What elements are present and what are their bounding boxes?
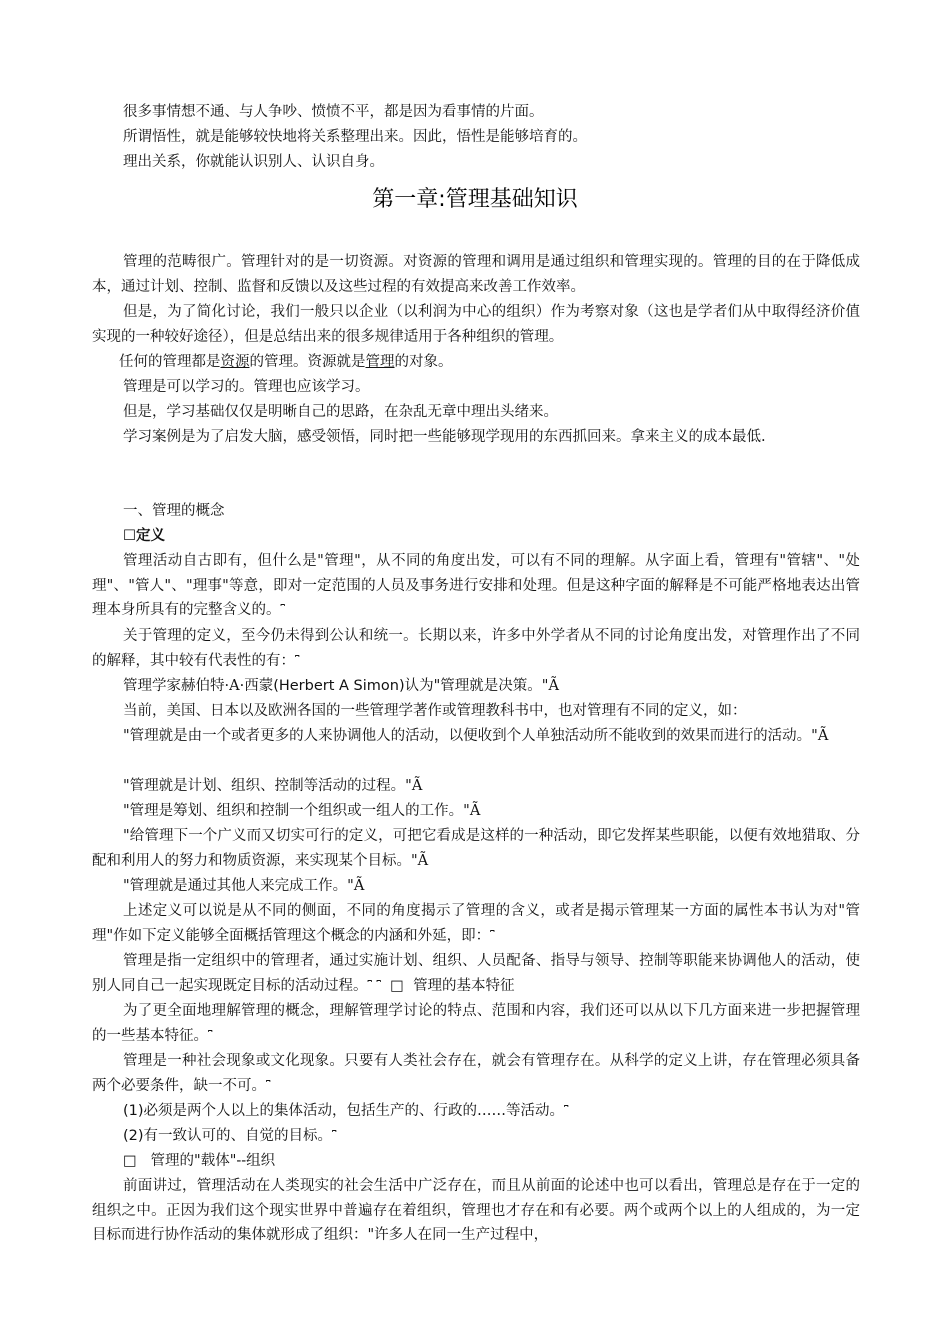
chapter-title: 第一章:管理基础知识 (372, 187, 578, 212)
paragraph-resources (92, 350, 860, 375)
paragraph-mark-icon: ⎴ (208, 1029, 213, 1043)
paragraph-mark-icon: ⎴ (280, 604, 285, 617)
paragraph-enterprise: 但是，为了简化讨论，我们一般只以企业（以利润为中心的组织）作为考察对象（这也是学者们从中取得经济价值实现的一种较好途径），但是总结出来的很多规律适用于各种组织的管理。 (92, 304, 860, 345)
condition-1-text: 必须是两个人以上的集体活动，包括生产的、行政的……等活动。 (143, 1103, 565, 1119)
features-paragraph-text: 为了更全面地理解管理的概念，理解管理学讨论的特点、范围和内容，我们还可以从以下几方面来进一步把握管理的一些基本特征。 (92, 1003, 860, 1044)
condition-1-number: (1) (123, 1103, 144, 1119)
social-phenomenon-text: 管理是一种社会现象或文化现象。只要有人类社会存在，就会有管理存在。从科学的定义上讲，存在管理必须具备两个必要条件，缺一不可。 (92, 1053, 860, 1094)
section-heading: 一、管理的概念 (123, 503, 225, 519)
paragraph-mark-icon: ⎴ (332, 1130, 337, 1143)
summary-paragraph (92, 899, 860, 949)
carrier-label: 管理的"载体"--组织 (150, 1153, 276, 1169)
quote-4-text: "给管理下一个广义而又切实可行的定义，可把它看成是这样的一种活动，即它发挥某些职能，以便有效地猎取、分配和利用人的努力和物质资源，来实现某个目标。" (92, 828, 860, 869)
definition-label: 定义 (136, 527, 165, 544)
features-heading: 管理的基本特征 (413, 977, 515, 994)
quote-4 (92, 824, 860, 873)
quote-1-text: "管理就是由一个或者更多的人来协调他人的活动，以便收到个人单独活动所不能收到的效果而进行的活动。" (123, 728, 818, 744)
intro-line-2: 所谓悟性，就是能够较快地将关系整理出来。因此，悟性是能够培育的。 (123, 129, 587, 145)
quote-5 (92, 874, 860, 899)
resources-text-b: 的管理。资源就是 (249, 354, 366, 370)
condition-2-text: 有一致认可的、自觉的目标。 (143, 1128, 333, 1144)
condition-1 (92, 1099, 860, 1125)
note-mark-icon: Ã (469, 803, 481, 819)
management-definition (92, 949, 860, 999)
quote-1 (92, 724, 860, 749)
note-mark-icon: Ã (411, 778, 423, 794)
definition-paragraph-1-text: 管理活动自古即有，但什么是"管理"，从不同的角度出发，可以有不同的理解。从字面上看，管理有"管辖"、"处理"、"管人"、"理事"等意，即对一定范围的人员及事务进行安排和处理。但是这种字面的解释是不可能严格地表达出管理本身所具有的完整含义的。 (92, 553, 860, 618)
paragraph-learnable: 管理是可以学习的。管理也应该学习。 (123, 379, 370, 395)
carrier-heading (92, 1149, 860, 1174)
management-definition-text: 管理是指一定组织中的管理者，通过实施计划、组织、人员配备、指导与领导、控制等职能来协调他人的活动，使别人同自己一起实现既定目标的活动过程。 (92, 953, 860, 994)
note-mark-icon: Ã (353, 878, 365, 894)
intro-line-3: 理出关系，你就能认识别人、认识自身。 (123, 154, 384, 170)
checkbox-icon: □ (390, 977, 404, 994)
paragraph-basis: 但是，学习基础仅仅是明晰自己的思路，在杂乱无章中理出头绪来。 (123, 404, 558, 420)
definition-heading (92, 524, 860, 549)
definition-paragraph-1 (92, 549, 860, 624)
quote-3 (92, 799, 860, 824)
quote-5-text: "管理就是通过其他人来完成工作。" (123, 878, 354, 894)
simon-quote-c: 认为"管理就是决策。" (404, 678, 549, 694)
note-mark-icon: Ã (417, 852, 429, 869)
management-link[interactable]: 管理 (365, 354, 395, 370)
checkbox-icon: □ (123, 1153, 137, 1169)
quote-2-text: "管理就是计划、组织、控制等活动的过程。" (123, 778, 412, 794)
social-phenomenon-paragraph (92, 1049, 860, 1099)
features-paragraph (92, 999, 860, 1049)
resources-link[interactable]: 资源 (220, 354, 250, 370)
summary-paragraph-text: 上述定义可以说是从不同的侧面，不同的角度揭示了管理的含义，或者是揭示管理某一方面的属性本书认为对"管理"作如下定义能够全面概括管理这个概念的内涵和外延，即： (92, 903, 860, 944)
definition-paragraph-2-text: 关于管理的定义，至今仍未得到公认和统一。长期以来，许多中外学者从不同的讨论角度出发，对管理作出了不同的解释，其中较有代表性的有： (92, 628, 860, 669)
quote-2 (92, 774, 860, 799)
paragraph-mark-icon: ⎴ (266, 1079, 271, 1093)
quote-3-text: "管理是筹划、组织和控制一个组织或一组人的工作。" (123, 803, 470, 819)
paragraph-mark-icon: ⎴ (490, 929, 495, 943)
definition-paragraph-2 (92, 624, 860, 674)
definitions-intro: 当前，美国、日本以及欧洲各国的一些管理学著作或管理教科书中，也对管理有不同的定义，如： (123, 703, 747, 719)
paragraph-cases: 学习案例是为了启发大脑，感受领悟，同时把一些能够现学现用的东西抓回来。拿来主义的成本最低. (123, 429, 766, 445)
simon-name-latin: (Herbert A Simon) (273, 678, 405, 694)
condition-2 (92, 1124, 860, 1150)
resources-text-a: 任何的管理都是 (119, 354, 221, 370)
resources-text-c: 的对象。 (394, 354, 453, 370)
note-mark-icon: Ã (548, 678, 559, 694)
intro-line-1: 很多事情想不通、与人争吵、愤愤不平，都是因为看事情的片面。 (123, 104, 544, 120)
paragraph-mark-icon: ⎴ (564, 1105, 569, 1118)
paragraph-mark-icon: ⎴ (295, 654, 300, 668)
checkbox-icon: ☐ (123, 528, 136, 544)
paragraph-mark-icon: ⎴ (376, 979, 381, 993)
condition-2-number: (2) (123, 1128, 144, 1144)
simon-quote-a: 管理学家赫伯特·A·西蒙 (123, 678, 274, 694)
paragraph-scope: 管理的范畴很广。管理针对的是一切资源。对资源的管理和调用是通过组织和管理实现的。管理的目的在于降低成本，通过计划、控制、监督和反馈以及这些过程的有效提高来改善工作效率。 (92, 254, 860, 295)
paragraph-mark-icon: ⎴ (367, 979, 372, 993)
organization-paragraph: 前面讲过，管理活动在人类现实的社会生活中广泛存在，而且从前面的论述中也可以看出，管理总是存在于一定的组织之中。正因为我们这个现实世界中普遍存在着组织，管理也才存在和有必要。两个或两个以上的人组成的，为一定目标而进行协作活动的集体就形成了组织："许多人在同一生产过程中， (92, 1178, 860, 1243)
note-mark-icon: Ã (817, 728, 829, 744)
simon-quote (92, 674, 860, 699)
